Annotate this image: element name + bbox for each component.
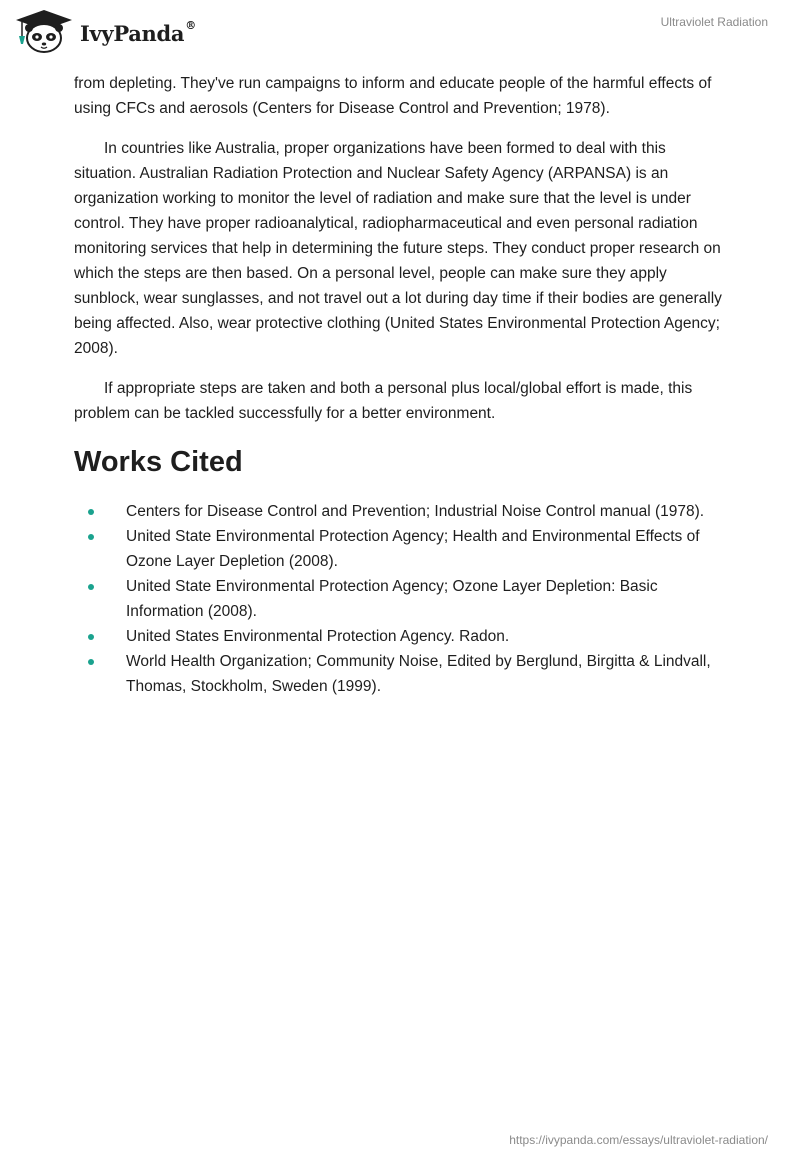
- citation-text: United State Environmental Protection Agency; Health and Environmental Effects of Ozone Layer Depletion (2008).: [126, 528, 700, 570]
- citation-text: United State Environmental Protection Agency; Ozone Layer Depletion: Basic Information (2008).: [126, 578, 658, 620]
- list-item: [74, 624, 730, 649]
- logo-name: IvyPanda: [80, 20, 185, 46]
- bullet-icon: [88, 584, 94, 590]
- works-cited-heading: Works Cited: [74, 446, 243, 478]
- bullet-icon: [88, 634, 94, 640]
- ivypanda-logo[interactable]: [14, 8, 196, 54]
- footer-url-link[interactable]: https://ivypanda.com/essays/ultraviolet-radiation/: [509, 1133, 768, 1147]
- paragraph-continued: from depleting. They've run campaigns to inform and educate people of the harmful effects of using CFCs and aerosols (Centers for Disease Control and Prevention; 1978).: [74, 75, 712, 117]
- logo-wordmark: [80, 18, 196, 46]
- citation-text: United States Environmental Protection Agency. Radon.: [126, 628, 510, 645]
- bullet-icon: [88, 659, 94, 665]
- list-item: [74, 574, 730, 624]
- paragraph-conclusion: If appropriate steps are taken and both a personal plus local/global effort is made, this problem can be tackled successfully for a better environment.: [74, 380, 693, 422]
- list-item: [74, 649, 730, 699]
- bullet-icon: [88, 534, 94, 540]
- paragraph-australia: In countries like Australia, proper organizations have been formed to deal with this situation. Australian Radiation Protection and Nuclear Safety Agency (ARPANSA) is an organization working to monitor the level of radiation and make sure that the level is under control. They have proper radioanalytical, radiopharmaceutical and even personal radiation monitoring services that help in determining the future steps. They conduct proper research on which the steps are then based. On a personal level, people can make sure they apply sunblock, wear sunglasses, and not travel out a lot during day time if their bodies are generally being affected. Also, wear protective clothing (United States Environmental Protection Agency; 2008).: [74, 140, 722, 357]
- essay-content: [74, 71, 730, 699]
- works-cited-list: [74, 499, 730, 699]
- citation-text: Centers for Disease Control and Prevention; Industrial Noise Control manual (1978).: [126, 503, 705, 520]
- page-header: [0, 0, 800, 70]
- list-item: [74, 499, 730, 524]
- list-item: [74, 524, 730, 574]
- bullet-icon: [88, 509, 94, 515]
- panda-graduation-cap-icon: [14, 8, 74, 54]
- registered-mark: ®: [185, 18, 196, 32]
- document-title: Ultraviolet Radiation: [660, 15, 768, 29]
- citation-text: World Health Organization; Community Noise, Edited by Berglund, Birgitta & Lindvall, Thomas, Stockholm, Sweden (1999).: [126, 653, 711, 695]
